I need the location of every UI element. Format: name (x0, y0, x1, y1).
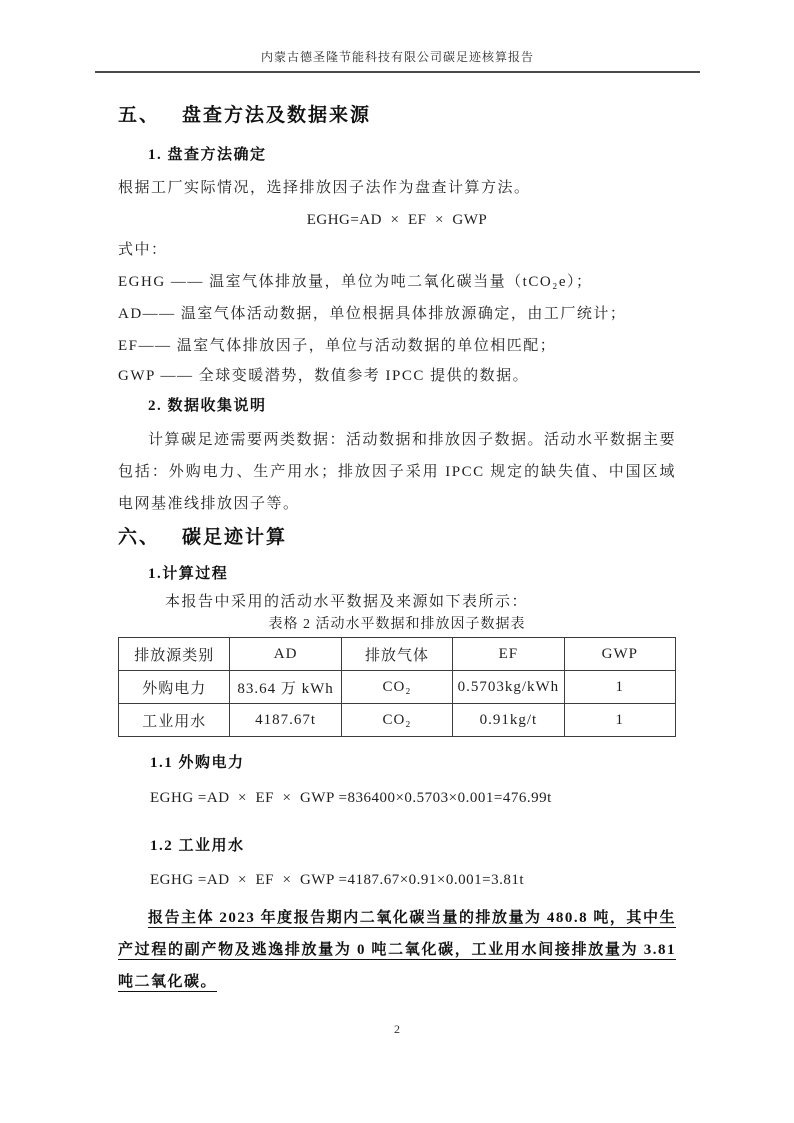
section-5-heading (118, 102, 676, 130)
section-6-heading (118, 524, 676, 552)
col-header-gas: 排放气体 (341, 638, 452, 671)
document-body (118, 0, 676, 998)
cell-gas: CO₂ (341, 671, 452, 704)
col-header-ad: AD (230, 638, 341, 671)
cell-gwp: 1 (564, 671, 675, 704)
col-header-gwp: GWP (564, 638, 675, 671)
section-6-title: 碳足迹计算 (182, 527, 288, 548)
method-paragraph: 根据工厂实际情况，选择排放因子法作为盘查计算方法。 (118, 180, 531, 196)
cell-source: 外购电力 (119, 671, 230, 704)
table-row (119, 704, 676, 737)
col-header-ef: EF (453, 638, 564, 671)
subsection-1-heading: 1. 盘查方法确定 (148, 147, 267, 163)
electricity-formula: EGHG =AD × EF × GWP =836400×0.5703×0.001=476.99t (150, 790, 552, 806)
section-5-number: 五、 (118, 105, 161, 126)
where-label: 式中： (118, 242, 168, 258)
definition-eghg: EGHG —— 温室气体排放量，单位为吨二氧化碳当量（tCO₂e）； (118, 274, 593, 290)
activity-data-table (118, 637, 676, 737)
running-header-title: 内蒙古德圣隆节能科技有限公司碳足迹核算报告 (260, 50, 534, 64)
cell-source: 工业用水 (119, 704, 230, 737)
data-collection-paragraph: 计算碳足迹需要两类数据：活动数据和排放因子数据。活动水平数据主要包括：外购电力、生产用水；排放因子采用 IPCC 规定的缺失值、中国区域电网基准线排放因子等。 (118, 432, 677, 512)
ghg-formula: EGHG=AD × EF × GWP (306, 212, 488, 228)
water-formula: EGHG =AD × EF × GWP =4187.67×0.91×0.001=3.81t (150, 872, 524, 888)
definition-ef: EF—— 温室气体排放因子，单位与活动数据的单位相匹配； (118, 338, 557, 354)
cell-ad: 4187.67t (230, 704, 341, 737)
cell-ef: 0.91kg/t (453, 704, 564, 737)
definition-gwp: GWP —— 全球变暖潜势，数值参考 IPCC 提供的数据。 (118, 368, 530, 384)
table-caption: 表格 2 活动水平数据和排放因子数据表 (268, 617, 526, 632)
col-header-source: 排放源类别 (119, 638, 230, 671)
definition-ad: AD—— 温室气体活动数据，单位根据具体排放源确定，由工厂统计； (118, 306, 627, 322)
table-intro-line: 本报告中采用的活动水平数据及来源如下表所示： (165, 594, 529, 610)
table-header-row (119, 638, 676, 671)
water-heading: 1.2 工业用水 (150, 838, 245, 854)
table-row (119, 671, 676, 704)
subsection-2-heading: 2. 数据收集说明 (148, 398, 267, 414)
cell-ef: 0.5703kg/kWh (453, 671, 564, 704)
section-5-title: 盘查方法及数据来源 (182, 105, 372, 126)
cell-gwp: 1 (564, 704, 675, 737)
page-number: 2 (394, 1022, 400, 1036)
electricity-heading: 1.1 外购电力 (150, 755, 245, 771)
calc-process-heading: 1.计算过程 (148, 566, 229, 582)
section-6-number: 六、 (118, 527, 161, 548)
cell-ad: 83.64 万 kWh (230, 671, 341, 704)
conclusion-paragraph: 报告主体 2023 年度报告期内二氧化碳当量的排放量为 480.8 吨，其中生产过程的副产物及逃逸排放量为 0 吨二氧化碳，工业用水间接排放量为 3.81 吨二氧化碳。 (118, 910, 676, 990)
cell-gas: CO₂ (341, 704, 452, 737)
